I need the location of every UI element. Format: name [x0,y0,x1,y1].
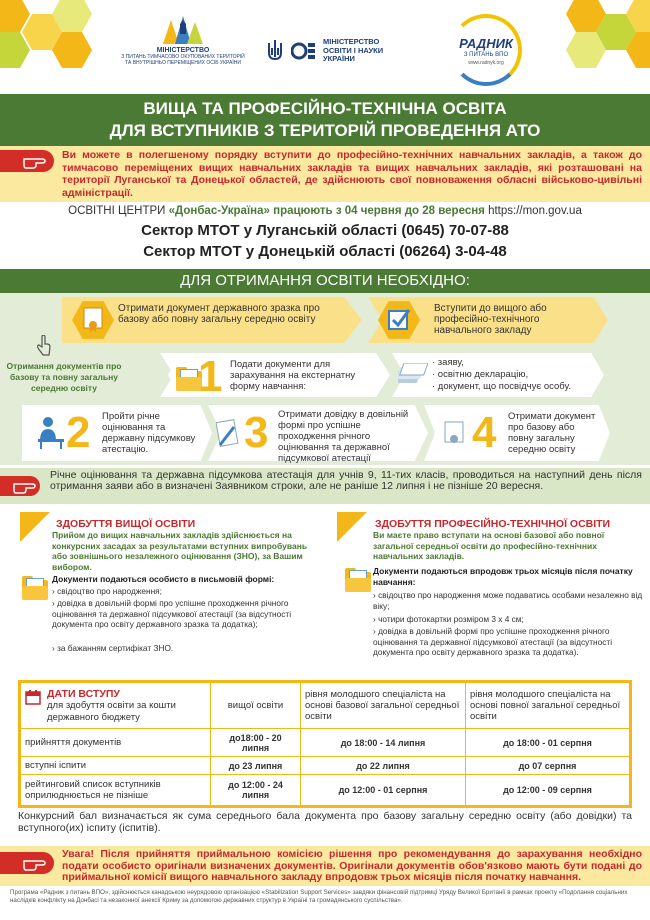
step-1-list-item: · заяву, [432,357,464,368]
centers-prefix: ОСВІТНІ ЦЕНТРИ [68,205,166,217]
moe-mark-icon [291,38,317,64]
step-1-list-item: · документ, що посвідчує особу. [432,381,571,392]
step-2-number: 2 [66,408,91,457]
vocational-doc-item: › свідоцтво про народження може подаватись особами незалежно від віку; [373,590,643,611]
competitive-score-note: Конкурсний бал визначається як сума середнього бала документа про базову загальну середню освіту (або довідки) та вступного(их) іспиту (іспитів). [18,810,632,834]
centers-dates: працюють з 04 червня до 28 вересня [273,205,485,217]
step-1-list-item: · освітню декларацію, [432,369,529,380]
checkbox-icon [387,307,411,331]
student-desk-icon [36,415,66,449]
table-cell: до18:00 - 20 липня [211,729,301,757]
corner-triangle [20,512,50,542]
education-centers-line [0,205,650,217]
table-head-sub: для здобуття освіти за кошти державного бюджету [47,699,176,723]
step-2-text: Пройти річне оцінювання та державну підсумкову атестацію. [102,411,196,455]
higher-title: ЗДОБУТТЯ ВИЩОЇ ОСВІТИ [56,518,196,530]
table-row [21,775,630,806]
pointing-hand-icon [12,478,36,494]
ministry-emblem-icon [153,14,213,44]
table-head-title: ДАТИ ВСТУПУ [47,687,120,700]
centers-name: «Донбас-Україна» [168,205,270,217]
table-cell: до 22 липня [301,757,466,775]
page-title [0,94,650,146]
table-row-label: прийняття документів [21,729,211,757]
table-cell: до 18:00 - 01 серпня [466,729,630,757]
title-line1: ВИЩА ТА ПРОФЕСІЙНО-ТЕХНІЧНА ОСВІТА [143,99,507,118]
table-cell: до 12:00 - 24 липня [211,775,301,806]
table-row [21,757,630,775]
logo1-title: МІНІСТЕРСТВО [156,47,210,54]
steps-section [0,293,650,465]
assessment-note [0,468,650,504]
title-line2: ДЛЯ ВСТУПНИКІВ З ТЕРИТОРІЙ ПРОВЕДЕННЯ АТО [109,121,541,140]
higher-intro: Прийом до вищих навчальних закладів здійснюється на конкурсних засадах за результатами вступних випробувань або зовнішнього незалежного оцінювання (ЗНО), за Вашим вибором. [52,530,308,572]
folder-icon [22,580,48,600]
step-4-number: 4 [472,408,497,457]
step-4-text: Отримати документ про базову або повну загальну середню освіту [508,411,596,455]
table-row-label: вступні іспити [21,757,211,775]
certificate-icon [444,421,464,447]
ministry-occupied-territories-logo [108,14,258,66]
table-cell: до 12:00 - 09 серпня [466,775,630,806]
centers-url[interactable]: https://mon.gov.ua [488,205,582,217]
higher-docs-head: Документи подаються особисто в письмовій формі: [52,574,275,584]
table-cell: до 07 серпня [466,757,630,775]
radnyk-sub: З ПИТАНЬ ВПО [463,52,509,58]
attention-text: Увага! Після прийняття приймальною комісією рішення про рекомендування до зарахування необхідно подати особисто оригінали визначених документів. Оригінали документів обов'язково мають бути подані до приймальної комісії вищого навчального закладу впродовж трьох місяців після початку навчання. [62,848,642,883]
need-title: ДЛЯ ОТРИМАННЯ ОСВІТИ НЕОБХІДНО: [0,269,650,293]
step-3-text: Отримати довідку в довільній формі про успішне проходження річного оцінювання та державної підсумкової атестації [278,409,409,464]
table-col-header: вищої освіти [211,683,301,729]
logo1-sub1: З ПИТАНЬ ТИМЧАСОВО ОКУПОВАНИХ ТЕРИТОРІЙ [121,54,245,60]
pointing-hand-down-icon [36,335,52,357]
corner-triangle [337,512,367,542]
higher-doc-item: › за бажанням сертифікат ЗНО. [52,643,174,653]
pointing-hand-badge [0,476,40,496]
higher-doc-item: › довідка в довільній формі про успішне проходження річного оцінювання та державної підсумкової атестації (за відсутності документа про освіту державного зразка та додатка); [52,598,292,629]
sector-luhansk: Сектор МТОТ у Луганській області (0645) 70-07-88 [141,222,509,239]
table-head-title-cell [21,683,211,729]
calendar-icon [25,689,41,705]
step-3-number: 3 [244,408,269,457]
side-label: Отримання документів про базову та повну загальну середню освіту [6,361,122,393]
top-right-text: Вступити до вищого або професійно-технічного навчального закладу [434,303,547,336]
intro-text: Ви можете в полегшеному порядку вступити до професійно-технічних навчальних закладів, а також до тимчасово переміщених вищих навчальних закладів та вищих навчальних закладів, які розташовані на території Луганської та Донецької областей, де здійснюють свої повноваження обласні військово-цивільні адміністрації. [62,149,642,199]
footer-text: Програма «Радник з питань ВПО», здійснюється канадською неурядовою організацією «Stabilization Support Services» завдяки фінансовій підтримці Уряду Великої Британії в рамках проекту «Подолання соціальних наслідків конфлікту на Донбасі та незаконної анексії Криму за допомогою державних структур в Україні та громадянського суспільства». [10,889,628,904]
radnyk-url: www.radnyk.org [468,60,504,66]
attention-section [0,846,650,886]
pointing-hand-icon [22,153,46,169]
top-left-text: Отримати документ державного зразка про базову або повну загальну середню освіту [118,303,320,325]
sector-donetsk: Сектор МТОТ у Донецькій області (06264) 3-04-48 [143,243,507,260]
step-1-number: 1 [198,352,223,401]
writing-document-icon [216,415,242,449]
logo2-line3: УКРАЇНИ [323,54,355,64]
higher-education-column [0,508,325,676]
certificate-icon [83,307,103,333]
table-row-label: рейтинговий список вступників оприлюднюється не пізніше [21,775,211,806]
radnyk-logo [440,14,532,86]
folder-icon [345,572,371,592]
higher-doc-item: › свідоцтво про народження; [52,586,162,596]
vocational-intro: Ви маєте право вступати на основі базової або повної загальної середньої освіти до професійно-технічних навчальних закладів. [373,530,605,561]
logo2-line1: МІНІСТЕРСТВО [323,37,380,47]
intro-section [0,146,650,202]
step-1-text: Подати документи для зарахування на екстернатну форму навчання: [230,359,356,392]
vocational-doc-item: › довідка в довільній формі про успішне проходження річного оцінювання та державної підсумкової атестації (за відсутності документа про освіту державного зразка та додатка). [373,626,613,657]
table-cell: до 18:00 - 14 липня [301,729,466,757]
vocational-education-column [325,508,650,676]
assessment-note-text: Річне оцінювання та державна підсумкова атестація для учнів 9, 11-тих класів, проводиться на наступний день після отримання заяви або в визначені Заявником строки, але не раніше 12 липня і не пізніше 20 вересня. [50,469,642,492]
table-cell: до 12:00 - 01 серпня [301,775,466,806]
vocational-doc-item: › чотири фотокартки розміром 3 х 4 см; [373,614,524,624]
radnyk-name: РАДНИК [459,36,513,51]
header [0,0,650,92]
logo2-line2: ОСВІТИ І НАУКИ [323,45,384,55]
vocational-title: ЗДОБУТТЯ ПРОФЕСІЙНО-ТЕХНІЧНОЇ ОСВІТИ [375,518,611,530]
admission-dates-table [18,680,632,808]
table-cell: до 23 липня [211,757,301,775]
table-col-header: рівня молодшого спеціаліста на основі повної загальної середньої освіти [466,683,630,729]
documents-stack-icon [398,363,428,385]
pointing-hand-badge [0,150,54,172]
pointing-hand-icon [22,855,46,871]
pointing-hand-badge [0,852,54,874]
table-col-header: рівня молодшого спеціаліста на основі базової загальної середньої освіти [301,683,466,729]
vocational-docs-head: Документи подаються впродовж трьох місяців після початку навчання: [373,566,633,587]
trident-icon [265,39,285,63]
ministry-education-logo [265,38,383,64]
logo1-sub2: ТА ВНУТРІШНЬО ПЕРЕМІЩЕНИХ ОСІБ УКРАЇНИ [125,60,241,66]
table-row [21,729,630,757]
